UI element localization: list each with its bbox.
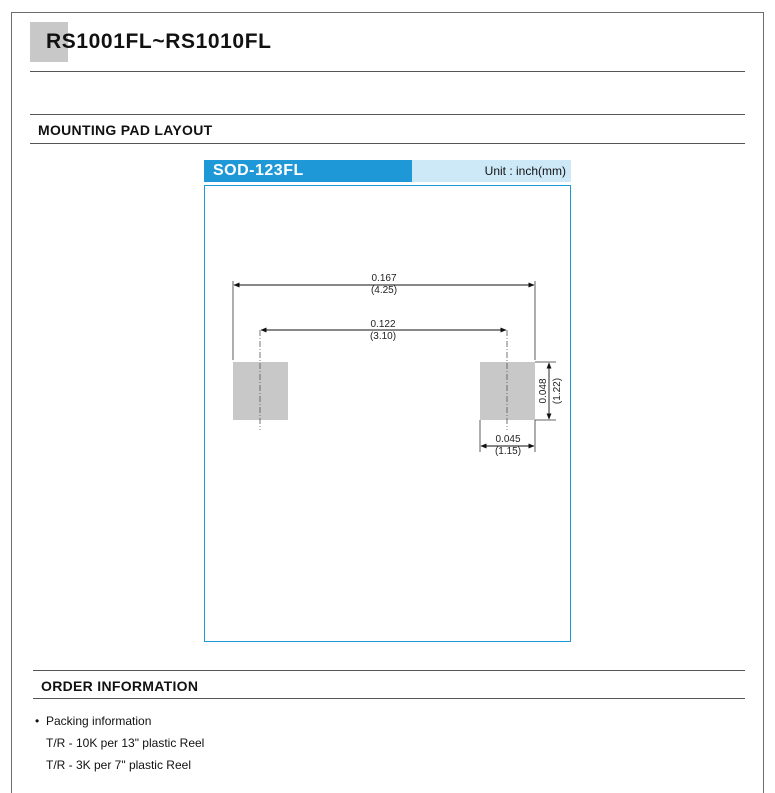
dim-width-inch: 0.045 <box>495 434 521 445</box>
package-name: SOD-123FL <box>204 160 412 182</box>
dim-inner-mm: (3.10) <box>369 331 397 342</box>
order-section-title: ORDER INFORMATION <box>41 678 199 694</box>
dim-overall-inch: 0.167 <box>371 273 397 284</box>
left-pad <box>233 362 288 420</box>
order-divider-top <box>33 670 745 671</box>
mounting-section-title: MOUNTING PAD LAYOUT <box>38 122 213 138</box>
packing-info-label: Packing information <box>46 714 152 728</box>
dim-inner-inch: 0.122 <box>370 319 396 330</box>
packing-item-2: T/R - 3K per 7" plastic Reel <box>46 758 191 772</box>
order-divider-bottom <box>33 698 745 699</box>
bullet: • <box>35 714 40 728</box>
dim-height-mm: (1.22) <box>552 377 563 405</box>
unit-label: Unit : inch(mm) <box>484 164 566 178</box>
page-title: RS1001FL~RS1010FL <box>46 30 272 53</box>
dim-height-inch: 0.048 <box>538 378 549 404</box>
dim-width-mm: (1.15) <box>494 446 522 457</box>
right-pad <box>480 362 535 420</box>
dim-overall-mm: (4.25) <box>370 285 398 296</box>
packing-item-1: T/R - 10K per 13" plastic Reel <box>46 736 205 750</box>
